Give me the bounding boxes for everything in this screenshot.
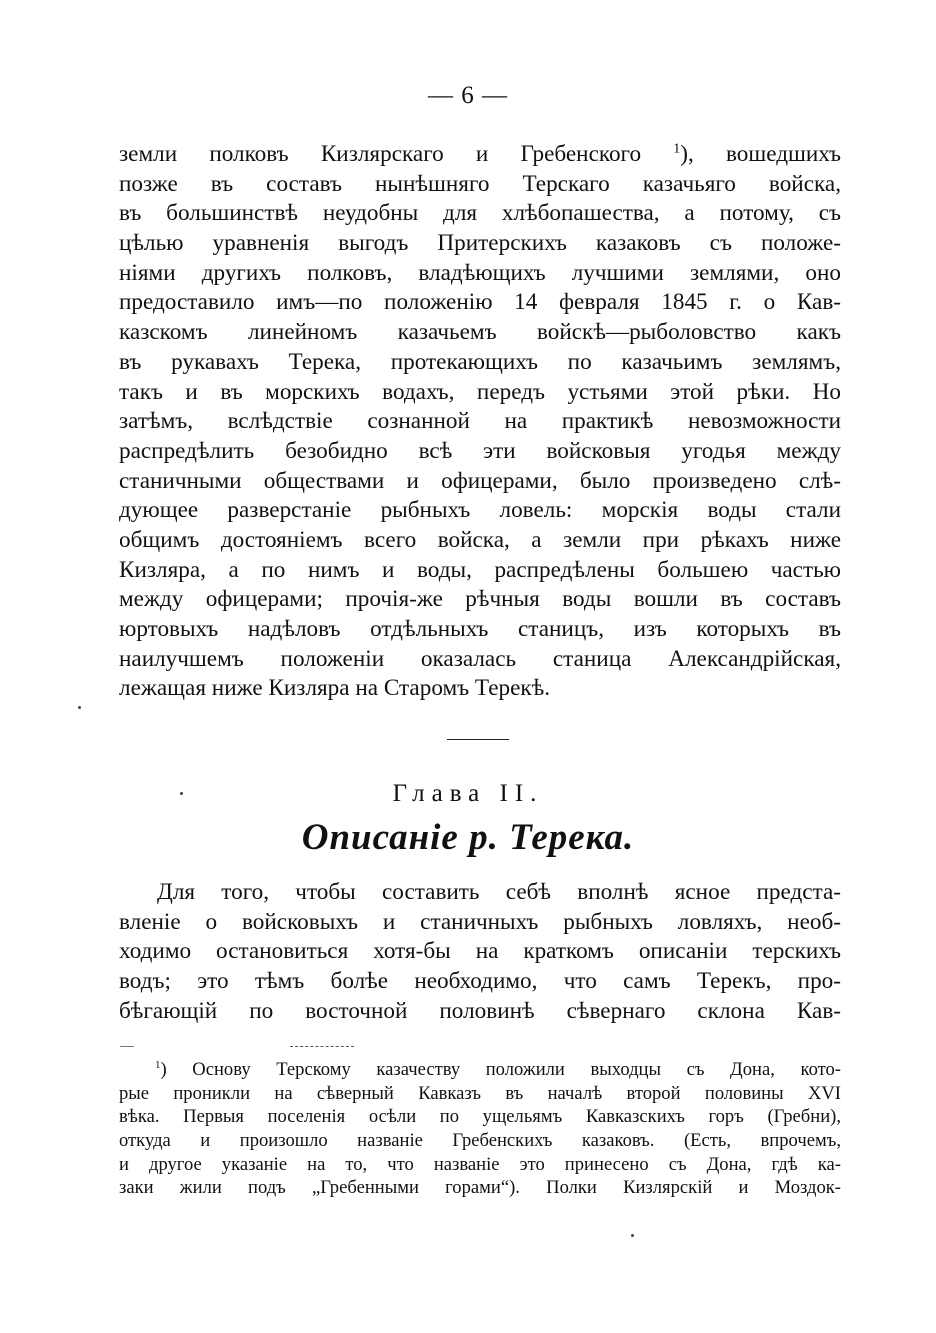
text-line: станичными обществами и офицерами, было произведено слѣ- (119, 467, 841, 494)
footnote-rule-mark (120, 1046, 134, 1047)
text-line: позже въ составъ нынѣшняго Терскаго казачьяго войска, (119, 170, 841, 197)
text-line: въ большинствѣ неудобны для хлѣбопашества, а потому, съ (119, 200, 841, 227)
text-line: казскомъ линейномъ казачьемъ войскѣ—рыболовство какъ (119, 319, 841, 346)
text-line: бѣгающій по восточной половинѣ сѣвернаго склона Кав- (119, 997, 841, 1024)
paragraph-1 (119, 140, 841, 704)
text-line: Кизляра, а по нимъ и воды, распредѣлены большею частью (119, 556, 841, 583)
footnote-ref[interactable]: 1 (673, 141, 681, 157)
text-line: ніями другихъ полковъ, владѣющихъ лучшими землями, оно (119, 259, 841, 286)
footnote-line: вѣка. Первыя поселенія осѣли по ущельямъ Кавказскихъ горъ (Гребни), (119, 1106, 841, 1128)
text-line: общимъ достояніемъ всего войска, а земли при рѣкахъ ниже (119, 526, 841, 553)
paragraph-2 (119, 878, 841, 1026)
text-line: Для того, чтобы составить себѣ вполнѣ ясное предста- (157, 879, 841, 905)
text-line: вленіе о войсковыхъ и станичныхъ рыбныхъ ловляхъ, необ- (119, 908, 841, 935)
text-line: дующее разверстаніе рыбныхъ ловель: морскія воды стали (119, 497, 841, 524)
scan-speck (631, 1234, 634, 1237)
text-line: цѣлью уравненія выгодъ Притерскихъ казаковъ съ положе- (119, 230, 841, 257)
section-divider (447, 739, 509, 740)
text-line: распредѣлить безобидно всѣ эти войсковыя угодья между (119, 437, 841, 464)
chapter-title: Описаніе р. Терека. (301, 817, 635, 858)
text-line: предоставило имъ—по положенію 14 февраля 1845 г. о Кав- (119, 289, 841, 316)
footnote-line: заки жили подъ „Гребенными горами“). Полки Кизлярскій и Моздок- (119, 1177, 841, 1199)
scan-speck (78, 706, 81, 709)
text-line: между офицерами; прочія-же рѣчныя воды вошли въ составъ (119, 586, 841, 613)
footnote-line: и другое указаніе на то, что названіе это принесено съ Дона, гдѣ ка- (119, 1153, 841, 1175)
text-line: водъ; это тѣмъ болѣе необходимо, что самъ Терекъ, про- (119, 968, 841, 995)
text-line: лежащая ниже Кизляра на Старомъ Терекѣ. (119, 675, 551, 702)
footnote-line: рые проникли на сѣверный Кавказъ въ началѣ второй половины XVI (119, 1082, 841, 1104)
text-line: затѣмъ, вслѣдствіе сознанной на практикѣ невозможности (119, 408, 841, 435)
text-line: такъ и въ морскихъ водахъ, передъ устьями этой рѣки. Но (119, 378, 841, 405)
page-number: — 6 — (428, 82, 508, 109)
footnote (119, 1058, 841, 1200)
chapter-heading: Глава II. (392, 780, 544, 807)
text-line: въ рукавахъ Терека, протекающихъ по казачьимъ землямъ, (119, 348, 841, 375)
footnote-line: $^1$) Основу Терскому казачеству положили выходцы съ Дона, кото- (155, 1058, 841, 1080)
text-line: ходимо остановиться хотя-бы на краткомъ описаніи терскихъ (119, 938, 841, 965)
footnote-line: откуда и произошло названіе Гребенскихъ казаковъ. (Есть, впрочемъ, (119, 1130, 841, 1152)
text-line: юртовыхъ надѣловъ отдѣльныхъ станицъ, изъ которыхъ въ (119, 616, 841, 642)
text-line: земли полковъ Кизлярскаго и Гребенского $^1$), вошедшихъ (119, 141, 841, 167)
scan-speck (180, 792, 183, 795)
text-line: наилучшемъ положеніи оказалась станица Александрійская, (119, 645, 841, 672)
footnote-marker: 1 (155, 1058, 161, 1071)
footnote-separator (290, 1046, 354, 1047)
